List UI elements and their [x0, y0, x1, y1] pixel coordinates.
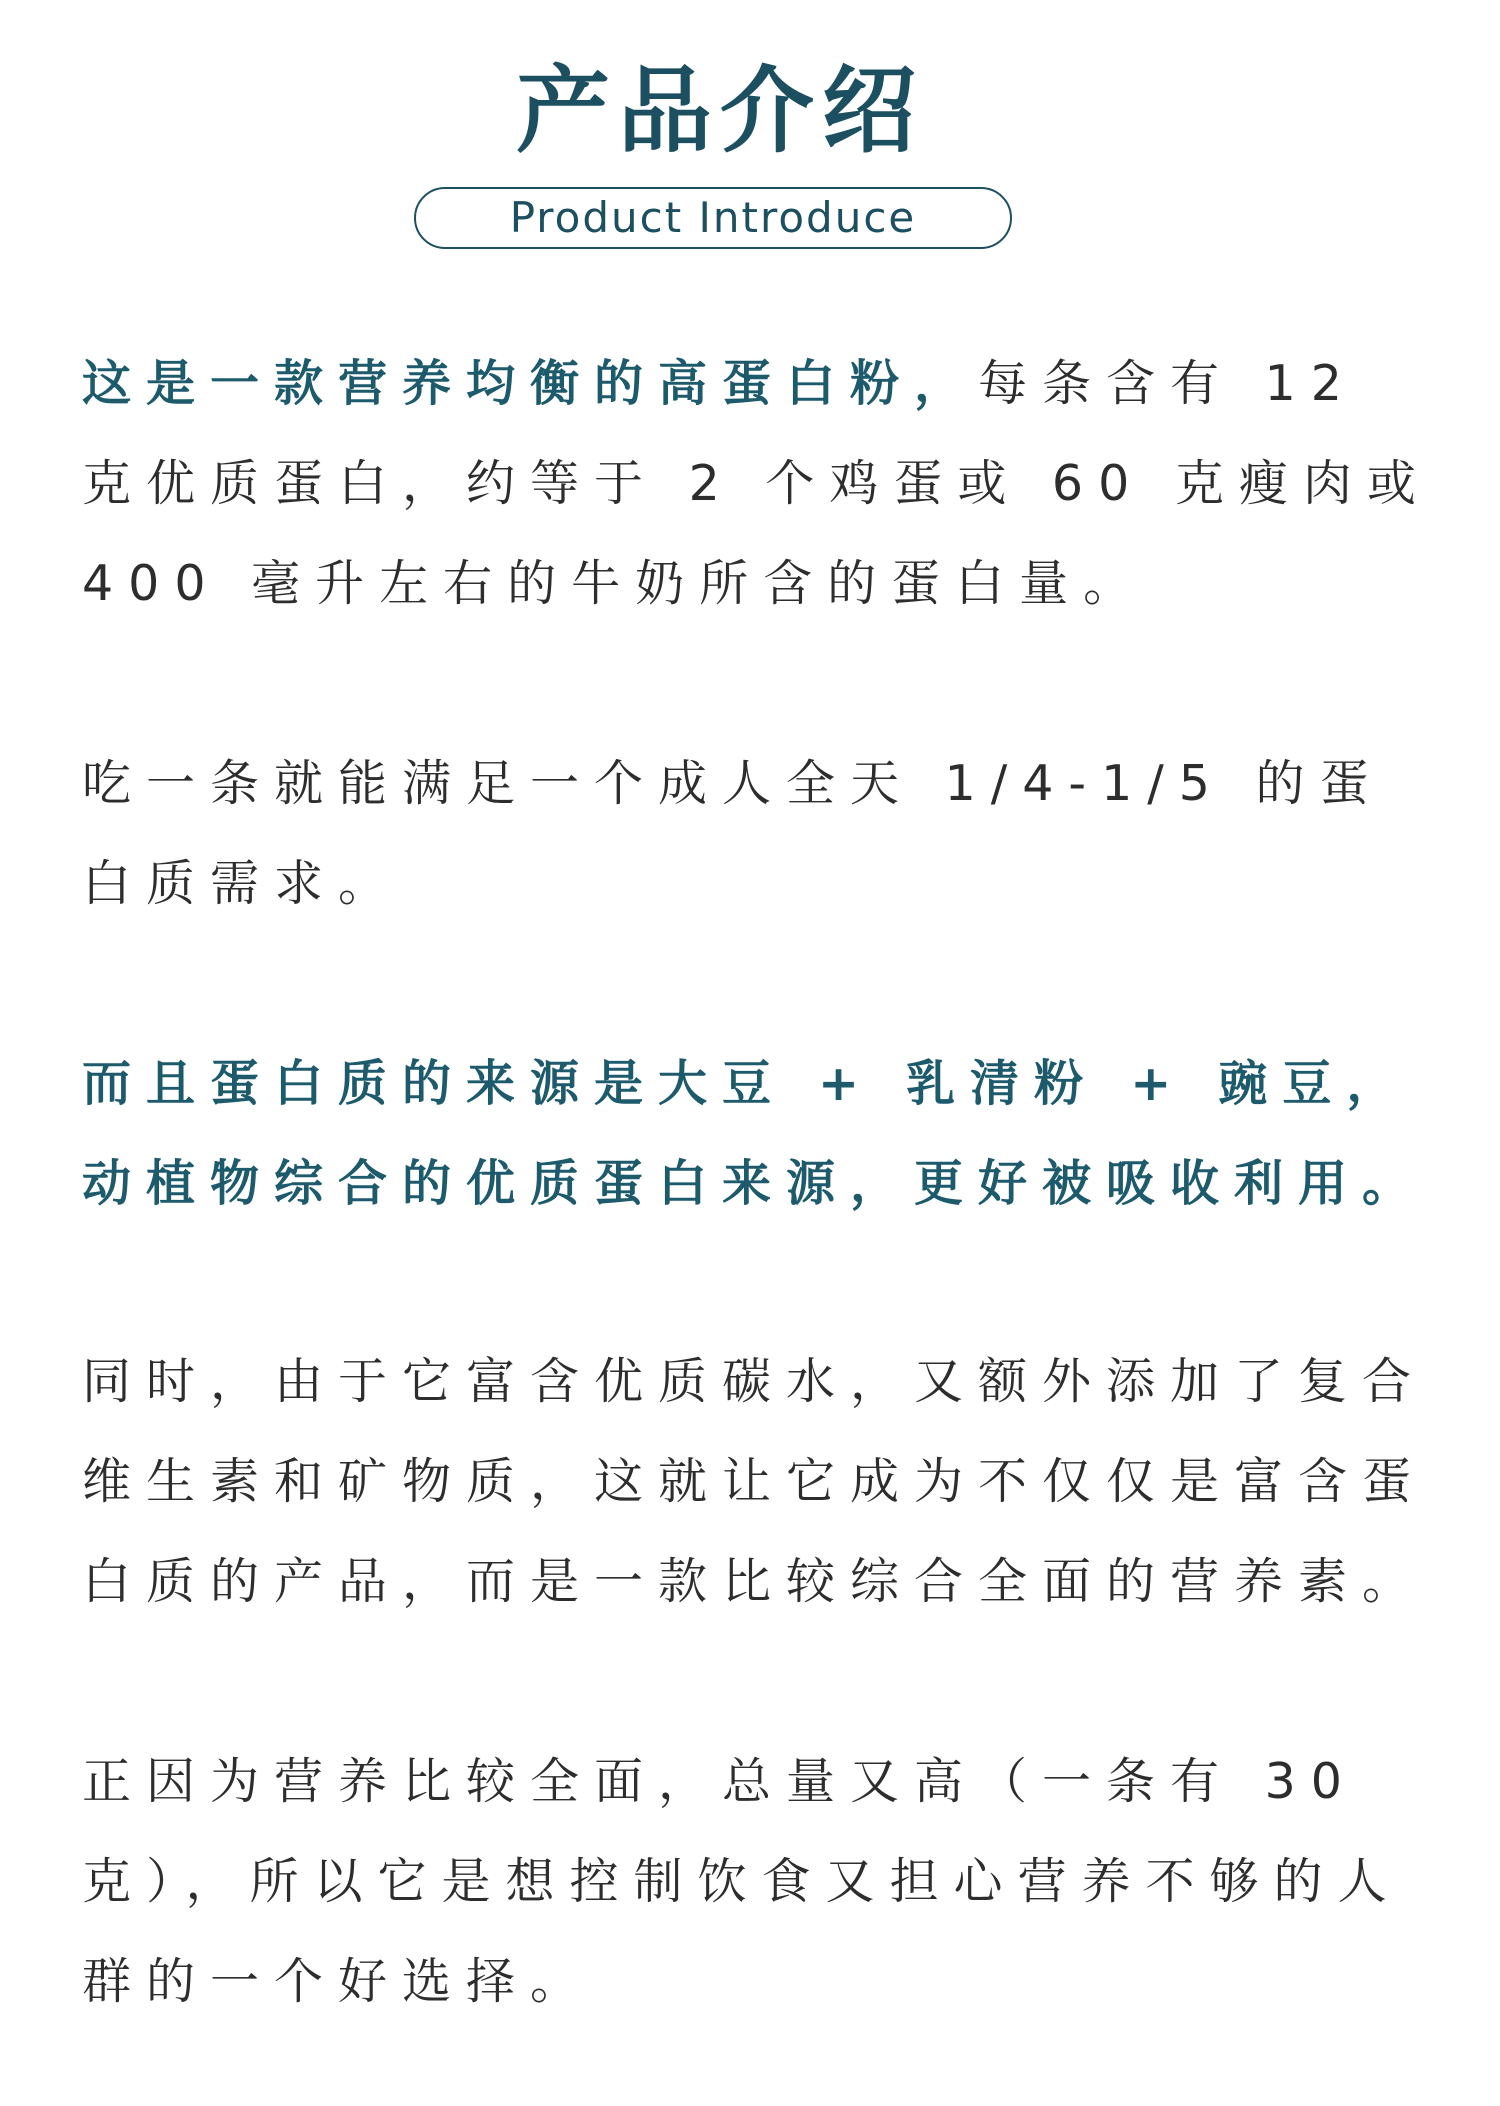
paragraph-body: 每条含有 12 克优质蛋白，约等于 2 个鸡蛋或 60 克瘦肉或 400 毫升左右的牛奶所含的蛋白量。 [82, 355, 1431, 612]
paragraph-highlight: 这是一款营养均衡的高蛋白粉， [82, 355, 979, 412]
paragraph-choice: 正因为营养比较全面，总量又高（一条有 30 克），所以它是想控制饮食又担心营养不够的人群的一个好选择。 [82, 1753, 1402, 2010]
paragraph-protein-source: 而且蛋白质的来源是大豆 + 乳清粉 + 豌豆，动植物综合的优质蛋白来源，更好被吸收利用。 [82, 1055, 1427, 1212]
paragraph-protein-content [82, 334, 1442, 634]
page-title: 产品介绍 [515, 56, 924, 166]
subtitle-badge: Product Introduce [414, 187, 1012, 249]
paragraph-nutrition: 同时，由于它富含优质碳水，又额外添加了复合维生素和矿物质，这就让它成为不仅仅是富含蛋白质的产品，而是一款比较综合全面的营养素。 [82, 1353, 1427, 1610]
paragraph-daily-need: 吃一条就能满足一个成人全天 1/4-1/5 的蛋白质需求。 [82, 755, 1384, 912]
